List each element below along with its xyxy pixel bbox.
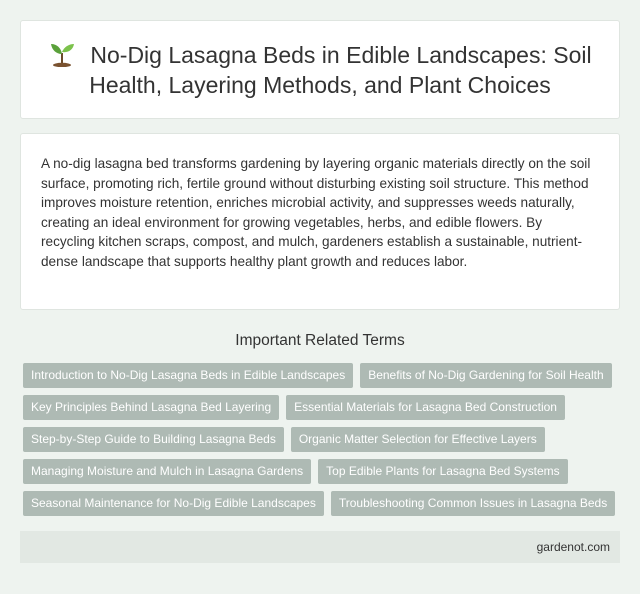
related-term-tag[interactable]: Key Principles Behind Lasagna Bed Layering <box>23 395 279 420</box>
summary-card <box>20 133 620 310</box>
related-term-tag[interactable]: Introduction to No-Dig Lasagna Beds in Edible Landscapes <box>23 363 353 388</box>
related-term-tag[interactable]: Organic Matter Selection for Effective Layers <box>291 427 545 452</box>
page-title <box>41 40 599 100</box>
title-card <box>20 20 620 119</box>
related-terms-list <box>20 363 620 516</box>
related-term-tag[interactable]: Top Edible Plants for Lasagna Bed Systems <box>318 459 567 484</box>
summary-text: A no-dig lasagna bed transforms gardening by layering organic materials directly on the soil surface, promoting rich, fertile ground without disturbing existing soil structure. This method improves moisture retention, enriches microbial activity, and suppresses weeds naturally, creating an ideal environment for growing vegetables, herbs, and edible flowers. By recycling kitchen scraps, compost, and mulch, gardeners establish a sustainable, nutrient-dense landscape that supports healthy plant growth and reduces labor. <box>41 156 591 269</box>
page-title-text: No-Dig Lasagna Beds in Edible Landscapes: Soil Health, Layering Methods, and Plant Choices <box>89 41 592 98</box>
related-term-tag[interactable]: Benefits of No-Dig Gardening for Soil Health <box>360 363 611 388</box>
related-terms-heading: Important Related Terms <box>235 332 405 349</box>
related-term-tag[interactable]: Essential Materials for Lasagna Bed Construction <box>286 395 565 420</box>
related-term-tag[interactable]: Step-by-Step Guide to Building Lasagna Beds <box>23 427 284 452</box>
related-term-tag[interactable]: Troubleshooting Common Issues in Lasagna Beds <box>331 491 615 516</box>
related-term-tag[interactable]: Managing Moisture and Mulch in Lasagna Gardens <box>23 459 311 484</box>
related-term-tag[interactable]: Seasonal Maintenance for No-Dig Edible Landscapes <box>23 491 324 516</box>
footer-site-link[interactable]: gardenot.com <box>536 540 610 554</box>
seedling-icon <box>48 41 76 67</box>
footer <box>20 531 620 563</box>
